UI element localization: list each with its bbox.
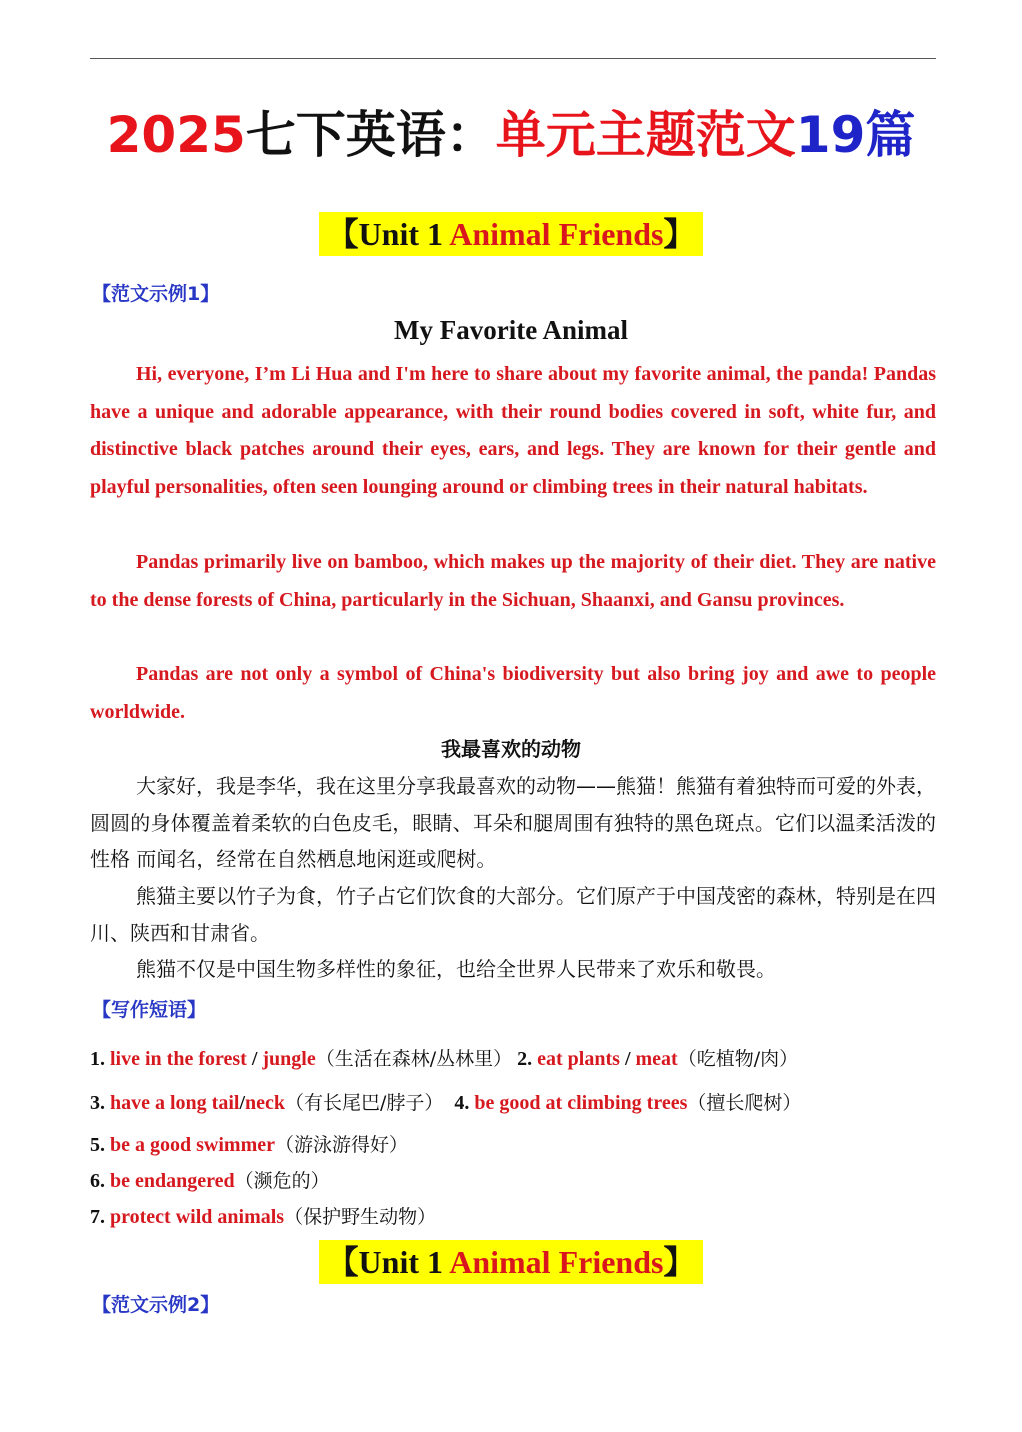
translation-paragraph-2: 熊猫主要以竹子为食，竹子占它们饮食的大部分。它们原产于中国茂密的森林，特别是在四川、陕西和甘肃省。 bbox=[90, 884, 936, 945]
phrase-4-number: 4. bbox=[454, 1092, 475, 1114]
phrase-5-en: be a good swimmer bbox=[110, 1134, 275, 1156]
phrase-6-number: 6. bbox=[90, 1170, 110, 1192]
phrase-2-en-a: eat plants bbox=[537, 1048, 620, 1070]
phrases-label: 【写作短语】 bbox=[92, 999, 207, 1021]
phrase-3-number: 3. bbox=[90, 1092, 110, 1114]
unit-banner-2-theme: Animal Friends bbox=[449, 1244, 664, 1280]
unit-banner-2-open: 【 bbox=[326, 1244, 359, 1280]
phrase-line-5 bbox=[90, 1202, 936, 1232]
phrase-7-cn: （保护野生动物） bbox=[284, 1206, 437, 1228]
phrase-4-en: be good at climbing trees bbox=[474, 1092, 688, 1114]
phrase-1-en-a: live in the forest bbox=[110, 1048, 247, 1070]
unit-banner-2 bbox=[0, 1240, 1022, 1284]
unit-banner-1-open: 【 bbox=[326, 216, 359, 252]
essay-paragraph-3: Pandas are not only a symbol of China's biodiversity but also bring joy and awe to people worldwide. bbox=[90, 663, 936, 723]
phrase-3-cn: （有长尾巴/脖子） bbox=[285, 1092, 444, 1114]
phrase-6-cn: （濒危的） bbox=[234, 1170, 330, 1192]
header-rule bbox=[90, 58, 936, 59]
main-title-count: 19篇 bbox=[795, 106, 916, 164]
main-title-part2: 单元主题范文 bbox=[495, 106, 796, 164]
essay-paragraph-2: Pandas primarily live on bamboo, which makes up the majority of their diet. They are native to the dense forests of China, particularly in the Sichuan, Shaanxi, and Gansu provinces. bbox=[90, 551, 936, 611]
unit-banner-1 bbox=[0, 212, 1022, 256]
phrase-3-sep: / bbox=[239, 1092, 246, 1114]
phrase-1-sep: / bbox=[246, 1048, 263, 1070]
phrase-7-en: protect wild animals bbox=[110, 1206, 285, 1228]
unit-banner-2-unit: Unit 1 bbox=[358, 1244, 450, 1280]
phrase-1-cn: （生活在森林/丛林里） bbox=[315, 1048, 513, 1070]
phrase-6-en: be endangered bbox=[110, 1170, 235, 1192]
translation-paragraph-1: 大家好，我是李华，我在这里分享我最喜欢的动物——熊猫！熊猫有着独特而可爱的外表，圆圆的身体覆盖着柔软的白色皮毛，眼睛、耳朵和腿周围有独特的黑色斑点。它们以温柔活泼的性格 而闻名，经常在自然栖息地闲逛或爬树。 bbox=[90, 774, 936, 871]
phrase-2-cn: （吃植物/肉） bbox=[677, 1048, 799, 1070]
translation-title: 我最喜欢的动物 bbox=[441, 737, 581, 761]
phrase-line-1 bbox=[90, 1044, 936, 1074]
phrase-5-number: 5. bbox=[90, 1134, 110, 1156]
unit-banner-1-close: 】 bbox=[663, 216, 696, 252]
phrase-7-number: 7. bbox=[90, 1206, 110, 1228]
phrase-5-cn: （游泳游得好） bbox=[274, 1134, 408, 1156]
unit-banner-1-unit: Unit 1 bbox=[358, 216, 450, 252]
phrase-2-sep: / bbox=[619, 1048, 636, 1070]
main-title-part1: 七下英语： bbox=[245, 106, 496, 164]
unit-banner-2-box bbox=[319, 1240, 704, 1284]
unit-banner-1-box bbox=[319, 212, 704, 256]
phrase-3-en-a: have a long tail bbox=[110, 1092, 240, 1114]
essay-title: My Favorite Animal bbox=[394, 315, 628, 345]
phrase-1-en-b: jungle bbox=[262, 1048, 316, 1070]
main-title-year: 2025 bbox=[106, 106, 246, 164]
phrase-2-number: 2. bbox=[517, 1048, 538, 1070]
phrase-4-cn: （擅长爬树） bbox=[687, 1092, 802, 1114]
example2-label: 【范文示例2】 bbox=[92, 1294, 220, 1316]
phrase-2-en-b: meat bbox=[635, 1048, 678, 1070]
phrase-3-en-b: neck bbox=[245, 1092, 286, 1114]
phrase-line-3 bbox=[90, 1130, 936, 1160]
translation-paragraph-3: 熊猫不仅是中国生物多样性的象征，也给全世界人民带来了欢乐和敬畏。 bbox=[136, 957, 776, 981]
main-title bbox=[0, 100, 1022, 170]
unit-banner-2-close: 】 bbox=[663, 1244, 696, 1280]
phrase-line-4 bbox=[90, 1166, 936, 1196]
example1-label: 【范文示例1】 bbox=[92, 283, 220, 305]
phrase-line-2 bbox=[90, 1088, 936, 1118]
essay-paragraph-1: Hi, everyone, I’m Li Hua and I'm here to share about my favorite animal, the panda! Pandas have a unique and adorable appearance, with their round bodies covered in soft, white fur, and distinctive black patches around their eyes, ears, and legs. They are known for their gentle and playful personalities, often seen lounging around or climbing trees in their natural habitats. bbox=[90, 363, 936, 498]
unit-banner-1-theme: Animal Friends bbox=[449, 216, 664, 252]
phrase-1-number: 1. bbox=[90, 1048, 110, 1070]
